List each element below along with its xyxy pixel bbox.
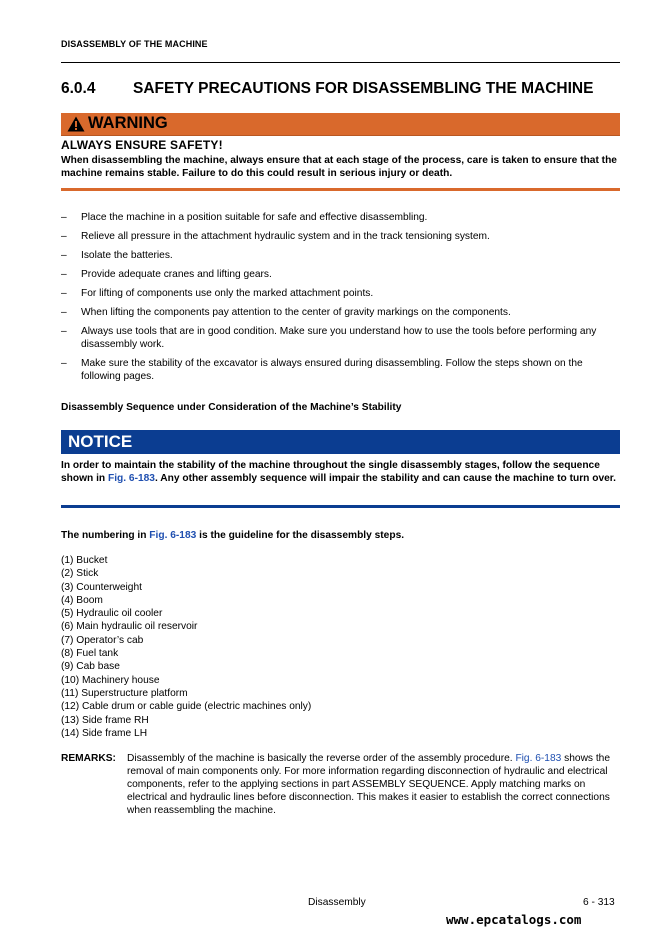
- list-item: [61, 287, 620, 300]
- list-item: [61, 249, 620, 262]
- list-item: [61, 325, 620, 351]
- list-item-text: Isolate the batteries.: [81, 250, 173, 261]
- step-item: (12) Cable drum or cable guide (electric machines only): [61, 701, 312, 713]
- list-item-text: Always use tools that are in good condition. Make sure you understand how to use the tools before performing any disassembly work.: [81, 326, 597, 350]
- remarks-label: REMARKS:: [61, 753, 116, 764]
- warning-bar: [61, 113, 620, 136]
- bullet-dash: –: [61, 269, 67, 280]
- step-item: (2) Stick: [61, 568, 99, 580]
- list-item-text: When lifting the components pay attention to the center of gravity markings on the components.: [81, 307, 511, 318]
- step-item: (4) Boom: [61, 594, 103, 606]
- list-item-text: Make sure the stability of the excavator is always ensured during disassembling. Follow the steps shown on the following pages.: [81, 358, 583, 382]
- list-item-text: Place the machine in a position suitable for safe and effective disassembling.: [81, 212, 428, 223]
- section-title: SAFETY PRECAUTIONS FOR DISASSEMBLING THE MACHINE: [133, 80, 594, 97]
- page-number: 6 - 313: [583, 897, 615, 908]
- remarks-before: Disassembly of the machine is basically the reverse order of the assembly procedure.: [127, 753, 516, 764]
- list-item: [61, 306, 620, 319]
- numbering-before: The numbering in: [61, 530, 150, 541]
- section-heading: [61, 80, 593, 98]
- notice-bar: [61, 430, 620, 454]
- figure-link[interactable]: Fig. 6-183: [149, 530, 197, 541]
- step-item: (11) Superstructure platform: [61, 687, 188, 699]
- header-rule: [61, 62, 620, 63]
- step-item: (14) Side frame LH: [61, 727, 148, 739]
- subheading: Disassembly Sequence under Consideration of the Machine’s Stability: [61, 402, 402, 413]
- bullet-dash: –: [61, 212, 67, 223]
- bullet-dash: –: [61, 358, 67, 369]
- step-item: (7) Operator’s cab: [61, 634, 144, 646]
- step-item: (5) Hydraulic oil cooler: [61, 608, 163, 620]
- warning-rule: [61, 188, 620, 191]
- step-item: (3) Counterweight: [61, 581, 142, 593]
- bullet-dash: –: [61, 250, 67, 261]
- list-item-text: For lifting of components use only the marked attachment points.: [81, 288, 374, 299]
- precaution-list: [61, 211, 620, 389]
- step-item: (8) Fuel tank: [61, 648, 119, 660]
- step-item: (13) Side frame RH: [61, 714, 149, 726]
- numbering-after: is the guideline for the disassembly steps.: [196, 530, 405, 541]
- notice-text-before: In order to maintain the stability of the machine throughout the single disassembly stages, follow the sequence shown in: [61, 460, 600, 484]
- list-item: [61, 230, 620, 243]
- list-item-text: Provide adequate cranes and lifting gears.: [81, 269, 272, 280]
- warning-triangle-icon: [67, 116, 85, 137]
- notice-text: [61, 459, 620, 485]
- remarks-text: [127, 752, 620, 817]
- watermark: www.epcatalogs.com: [446, 912, 582, 927]
- figure-link[interactable]: Fig. 6-183: [107, 473, 155, 484]
- step-item: (9) Cab base: [61, 661, 120, 673]
- numbering-intro: [61, 530, 404, 541]
- running-header: DISASSEMBLY OF THE MACHINE: [61, 39, 208, 49]
- warning-text: When disassembling the machine, always ensure that at each stage of the process, care is taken to ensure that the machine remains stable. Failure to do this could result in serious injury or death.: [61, 155, 617, 179]
- remarks: [61, 752, 620, 817]
- remarks-after: shows the removal of main components only. For more information regarding disconnection of hydraulic and electrical components, refer to the applying sections in part ASSEMBLY SEQUENCE. Apply matching marks on electrical and hydraulic lines before disconnection. This makes it easier to establish the correct connections when reassembling the machine.: [127, 753, 611, 816]
- list-item: [61, 268, 620, 281]
- notice-label: NOTICE: [68, 432, 133, 451]
- warning-title: ALWAYS ENSURE SAFETY!: [61, 138, 223, 152]
- footer-chapter: Disassembly: [308, 897, 366, 908]
- list-item-text: Relieve all pressure in the attachment hydraulic system and in the track tensioning system.: [81, 231, 490, 242]
- bullet-dash: –: [61, 307, 67, 318]
- warning-label: WARNING: [88, 114, 168, 132]
- notice-text-after: . Any other assembly sequence will impair the stability and can cause the machine to turn over.: [154, 473, 617, 484]
- bullet-dash: –: [61, 288, 67, 299]
- step-item: (6) Main hydraulic oil reservoir: [61, 621, 198, 633]
- bullet-dash: –: [61, 326, 67, 337]
- figure-link[interactable]: Fig. 6-183: [515, 753, 562, 764]
- list-item: [61, 357, 620, 383]
- bullet-dash: –: [61, 231, 67, 242]
- step-item: (10) Machinery house: [61, 674, 160, 686]
- list-item: [61, 211, 620, 224]
- section-number: 6.0.4: [61, 80, 96, 97]
- notice-rule: [61, 505, 620, 508]
- step-item: (1) Bucket: [61, 555, 108, 566]
- disassembly-steps-list: [61, 554, 311, 740]
